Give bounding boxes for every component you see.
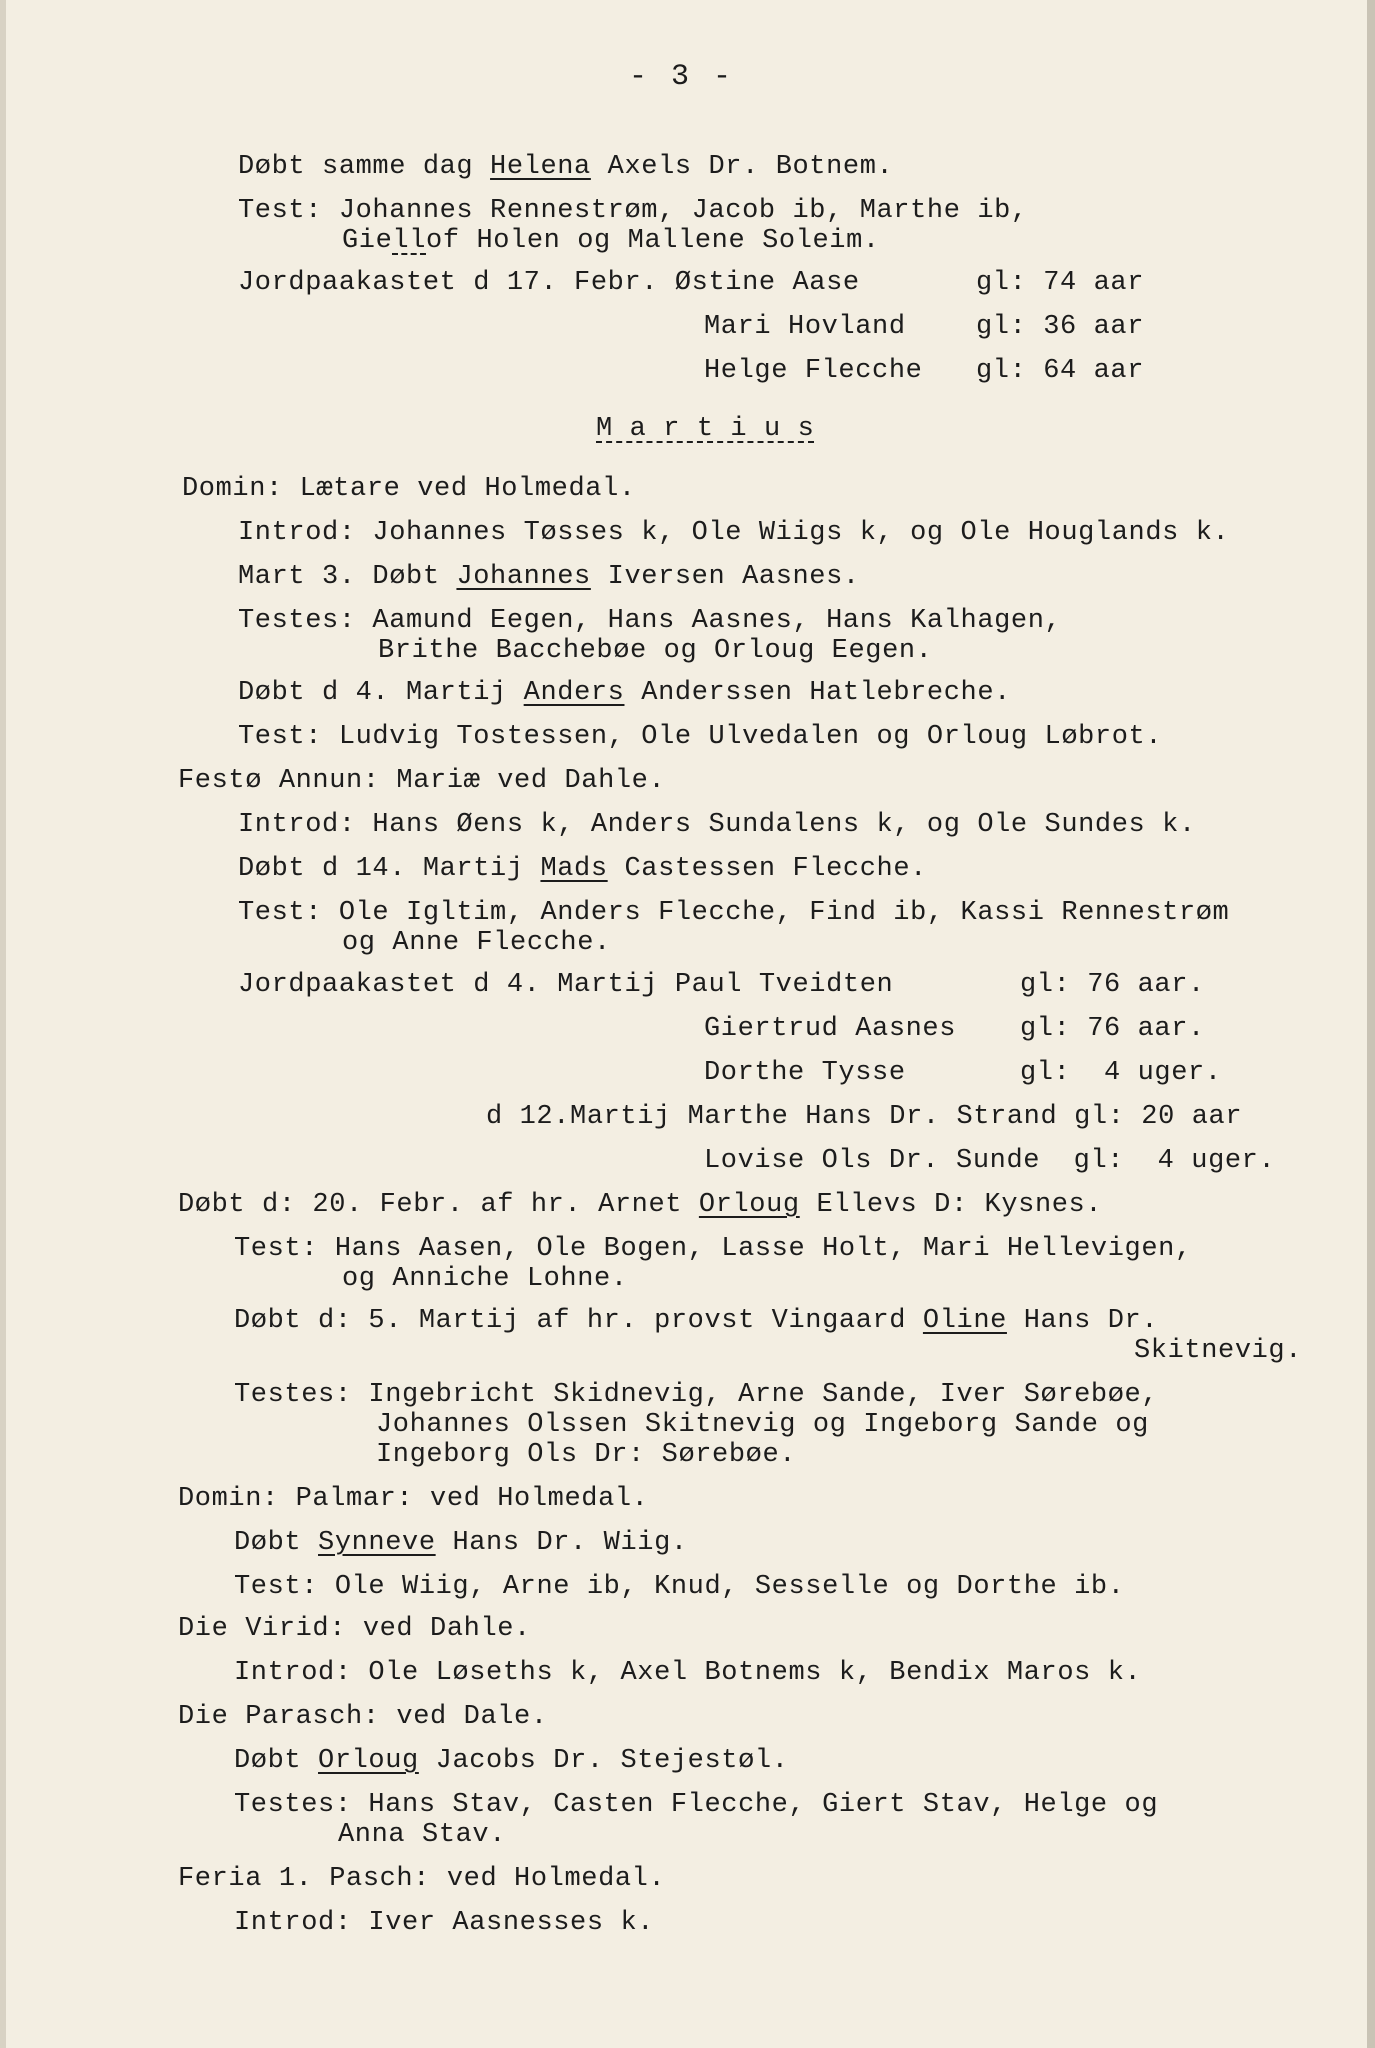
text-segment: Døbt samme dag [238,152,491,182]
text-line [178,1702,548,1732]
text-segment: Gie [342,226,393,256]
text-line [238,562,860,592]
text-line [238,678,1011,708]
text-segment: Jordpaakastet d 4. Martij Paul Tveidten [238,970,894,1000]
text-line [342,226,880,256]
text-segment: gl: 36 aar [976,312,1145,342]
text-segment: Festø Annun: Mariæ ved Dahle. [178,766,666,796]
text-line [234,1234,1192,1264]
page-number: - 3 - [629,60,735,94]
text-segment: Anderssen Hatlebreche. [624,678,1011,708]
text-line [378,636,933,666]
text-segment: Anna Stav. [338,1820,507,1850]
text-segment: Introd: Iver Aasnesses k. [234,1908,655,1938]
text-line [704,1014,956,1044]
text-line [234,1908,654,1938]
text-segment: Jacobs Dr. Stejestøl. [418,1746,789,1776]
text-segment: Introd: Ole Løseths k, Axel Botnems k, Bendix Maros k. [234,1658,1142,1688]
text-segment: Introd: Johannes Tøsses k, Ole Wiigs k, og Ole Houglands k. [238,518,1230,548]
underlined-name: Orloug [698,1190,800,1220]
text-line [238,152,893,182]
text-line [238,810,1196,840]
text-segment: Test: Hans Aasen, Ole Bogen, Lasse Holt, Mari Hellevigen, [234,1234,1192,1264]
text-line [238,606,1061,636]
text-segment: gl: 76 aar. [1020,970,1205,1000]
text-line [704,356,922,386]
text-line [976,268,1144,298]
text-line [234,1306,1158,1336]
text-segment: Test: Ole Igltim, Anders Flecche, Find ib, Kassi Rennestrøm [238,898,1230,928]
text-line [238,196,1028,226]
text-segment: Døbt d: 20. Febr. af hr. Arnet [178,1190,699,1220]
text-segment: Die Virid: ved Dahle. [178,1614,531,1644]
text-line [1020,1014,1205,1044]
text-segment: og Anne Flecche. [342,928,611,958]
text-line [704,1146,1275,1176]
text-segment: Domin: Palmar: ved Holmedal. [178,1484,649,1514]
underlined-name: Orloug [318,1746,419,1776]
text-segment: Dorthe Tysse [704,1058,906,1088]
text-segment: Test: Ludvig Tostessen, Ole Ulvedalen og Orloug Løbrot. [238,722,1163,752]
text-segment: Hans Dr. Wiig. [435,1528,688,1558]
underlined-name: Johannes [456,562,591,592]
text-line [234,1572,1125,1602]
text-line [178,1190,1102,1220]
text-segment: Hans Dr. [1006,1306,1159,1336]
text-segment: Axels Dr. Botnem. [590,152,894,182]
text-segment: gl: 74 aar [976,268,1145,298]
section-heading [596,414,814,444]
text-line [342,1264,628,1294]
text-line [234,1528,688,1558]
text-segment: d 12.Martij Marthe Hans Dr. Strand gl: 20 aar [486,1102,1243,1132]
dashed-underline-text: M a r t i u s [596,414,815,444]
text-line [704,312,906,342]
text-line [1020,1058,1222,1088]
underlined-name: Oline [922,1306,1007,1336]
text-segment: Ellevs D: Kysnes. [799,1190,1103,1220]
dashed-underline-text: ll [392,226,427,256]
text-segment: Skitnevig. [1134,1336,1303,1366]
text-line [178,766,665,796]
text-segment: Testes: Aamund Eegen, Hans Aasnes, Hans Kalhagen, [238,606,1062,636]
text-line [234,1746,789,1776]
text-line [1134,1336,1302,1366]
text-segment: Døbt [234,1746,319,1776]
text-line [342,928,611,958]
text-line [234,1380,1158,1410]
text-line [238,268,860,298]
text-segment: Iversen Aasnes. [590,562,860,592]
text-segment: Døbt d 4. Martij [238,678,524,708]
text-segment: Helge Flecche [704,356,923,386]
text-segment: Testes: Hans Stav, Casten Flecche, Giert Stav, Helge og [234,1790,1159,1820]
text-segment: Jordpaakastet d 17. Febr. Østine Aase [238,268,860,298]
text-segment: Die Parasch: ved Dale. [178,1702,548,1732]
text-line [238,854,927,884]
text-line [238,518,1229,548]
underlined-name: Mads [540,854,608,884]
text-segment: og Anniche Lohne. [342,1264,628,1294]
text-line [376,1440,796,1470]
text-segment: Ingeborg Ols Dr: Sørebøe. [376,1440,797,1470]
text-line [338,1820,506,1850]
text-segment: Test: Johannes Rennestrøm, Jacob ib, Marthe ib, [238,196,1028,226]
text-segment: Lovise Ols Dr. Sunde gl: 4 uger. [704,1146,1276,1176]
text-line [976,356,1144,386]
text-segment: Døbt d 14. Martij [238,854,541,884]
text-segment: Døbt d: 5. Martij af hr. provst Vingaard [234,1306,923,1336]
text-line [234,1658,1141,1688]
text-line [178,1484,648,1514]
text-line [976,312,1144,342]
text-segment: Test: Ole Wiig, Arne ib, Knud, Sesselle og Dorthe ib. [234,1572,1125,1602]
text-line [238,898,1229,928]
text-line [238,970,893,1000]
text-line [704,1058,906,1088]
text-segment: Testes: Ingebricht Skidnevig, Arne Sande, Iver Sørebøe, [234,1380,1159,1410]
text-segment: Døbt [234,1528,319,1558]
text-segment: Introd: Hans Øens k, Anders Sundalens k, og Ole Sundes k. [238,810,1196,840]
text-segment: Johannes Olssen Skitnevig og Ingeborg Sande og [376,1410,1149,1440]
text-segment: Domin: Lætare ved Holmedal. [182,474,636,504]
underlined-name: Anders [523,678,625,708]
text-segment: Feria 1. Pasch: ved Holmedal. [178,1864,666,1894]
underlined-name: Synneve [318,1528,436,1558]
text-segment: Castessen Flecche. [607,854,927,884]
text-line [182,474,636,504]
text-line [376,1410,1149,1440]
text-line [1020,970,1205,1000]
text-line [178,1614,531,1644]
text-segment: gl: 76 aar. [1020,1014,1205,1044]
text-segment: Giertrud Aasnes [704,1014,957,1044]
text-segment: of Holen og Mallene Soleim. [426,226,880,256]
underlined-name: Helena [490,152,591,182]
text-segment: gl: 64 aar [976,356,1145,386]
text-segment: Mari Hovland [704,312,906,342]
text-segment: Mart 3. Døbt [238,562,457,592]
text-segment: gl: 4 uger. [1020,1058,1222,1088]
text-line [234,1790,1158,1820]
text-segment: Brithe Bacchebøe og Orloug Eegen. [378,636,933,666]
text-line [178,1864,665,1894]
text-line [238,722,1162,752]
text-line [486,1102,1242,1132]
